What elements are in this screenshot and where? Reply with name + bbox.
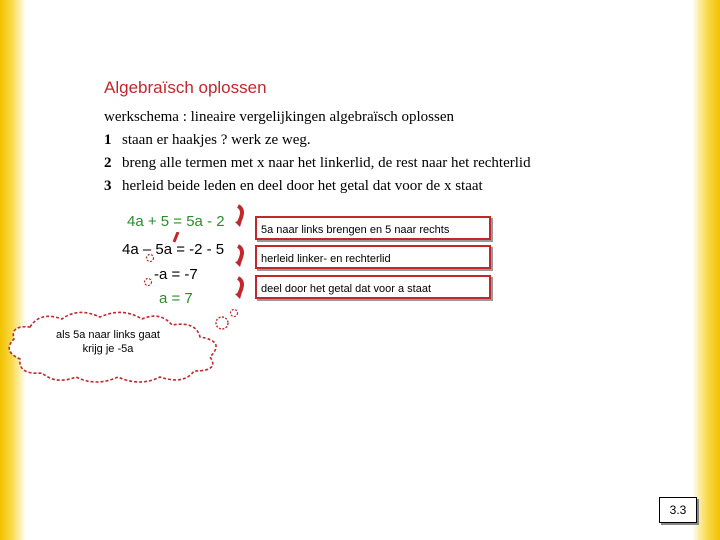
step-number: 3 (104, 178, 112, 194)
equation-line-2: 4a – 5a = -2 - 5 (122, 241, 225, 258)
work-schema (104, 106, 531, 198)
schema-step-1 (104, 129, 531, 152)
step-text: herleid beide leden en deel door het getal dat voor de x staat (122, 178, 483, 194)
right-decor-bar (692, 0, 720, 540)
equation-line-3: -a = -7 (154, 266, 198, 283)
explanation-box-2: herleid linker- en rechterlid (255, 245, 491, 269)
schema-step-2 (104, 152, 531, 175)
left-decor-bar (0, 0, 26, 540)
slide-number: 3.3 (659, 497, 697, 523)
step-text: staan er haakjes ? werk ze weg. (122, 132, 311, 148)
explanation-box-3: deel door het getal dat voor a staat (255, 275, 491, 299)
step-number: 1 (104, 132, 112, 148)
equation-line-4: a = 7 (159, 290, 193, 307)
curved-arrow-icon (234, 204, 248, 228)
schema-heading: werkschema : lineaire vergelijkingen algebraïsch oplossen (104, 109, 455, 125)
cloud-line-1: als 5a naar links gaat (56, 329, 160, 341)
cloud-text (38, 328, 178, 356)
curved-arrow-icon (234, 276, 248, 300)
step-number: 2 (104, 155, 112, 171)
cloud-line-2: krijg je -5a (82, 343, 134, 355)
curved-arrow-icon (234, 244, 248, 268)
schema-step-3 (104, 175, 531, 198)
equation-line-1: 4a + 5 = 5a - 2 (127, 213, 225, 230)
explanation-box-1: 5a naar links brengen en 5 naar rechts (255, 216, 491, 240)
slide-title: Algebraïsch oplossen (104, 78, 267, 97)
equation-connectors (140, 232, 180, 302)
step-text: breng alle termen met x naar het linkerlid, de rest naar het rechterlid (122, 155, 531, 171)
